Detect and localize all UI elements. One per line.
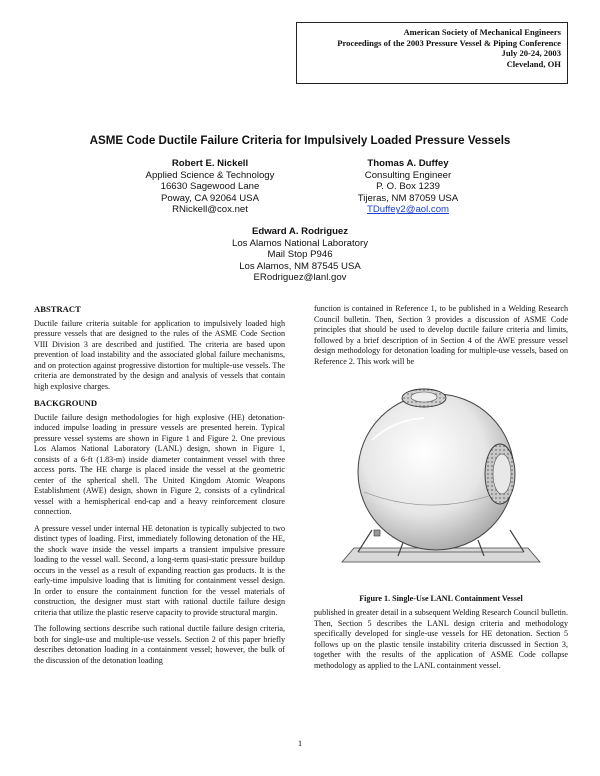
right-column-top	[314, 304, 568, 373]
abstract-paragraph: Ductile failure criteria suitable for application to impulsively loaded high pressure vessels that are designed to the rules of the ASME Code Section VIII Division 3 are described and justified. The criteria are based upon prevention of load instability and the associated global failure mechanisms, and on protection against progressive distortion for multiple-use vessels. The criteria are demonstrated by the design and analysis of vessels that contain high explosive charges.	[34, 318, 285, 391]
author-city: Poway, CA 92064 USA	[161, 192, 259, 204]
conference-society: American Society of Mechanical Engineers	[403, 27, 561, 37]
author-affiliation: Consulting Engineer	[364, 169, 452, 181]
background-paragraph-2: A pressure vessel under internal HE detonation is typically subjected to two distinct types of loading. First, immediately following detonation of the HE, the shock wave inside the vessel imparts a transient impulsive pressure loading to the vessel wall. Second, a long-term quasi-static pressure buildup occurs in the vessel as a result of expanding reaction gas products. It is the early-time impulsive loading that is limiting for containment vessel design. In order to ensure the containment function for the vessel materials of construction, the designer must start with rational ductile failure design criteria that utilize the plastic reserve capacity to provide structural margin.	[34, 523, 285, 617]
figure-1-image	[314, 380, 568, 570]
background-paragraph-3: The following sections describe such rational ductile failure design criteria, both for single-use and multiple-use vessels. Section 2 of this paper briefly describes detonation loading in a containment vessel; however, the bulk of the discussion of the detonation loading	[34, 624, 285, 665]
right-column-bottom	[314, 608, 568, 677]
author-address: 16630 Sagewood Lane	[160, 181, 260, 193]
figure-1-caption: Figure 1. Single-Use LANL Containment Vessel	[359, 594, 523, 603]
author-address: Mail Stop P946	[267, 249, 333, 261]
abstract-heading: ABSTRACT	[34, 304, 81, 314]
author-affiliation: Los Alamos National Laboratory	[232, 237, 368, 249]
author-nickell	[120, 158, 300, 216]
author-name: Edward A. Rodriguez	[251, 226, 349, 237]
conference-location: Cleveland, OH	[506, 58, 561, 69]
conference-info-box	[296, 22, 568, 84]
containment-vessel-illustration	[314, 380, 568, 570]
right-paragraph-2: published in greater detail in a subsequent Welding Research Council bulletin. Then, Section 5 describes the LANL design criteria and methodology specifically developed for single-use vessels for HE detonation. Section 5 follows up on the plastic tensile instability criteria discussed in Section 3, together with the results of the application of ASME Code collapse methodology as applied to the LANL containment vessel.	[314, 608, 568, 670]
conference-dates: July 20-24, 2003	[501, 48, 561, 59]
author-duffey	[318, 158, 498, 216]
page-number: 1	[297, 738, 303, 748]
author-city: Los Alamos, NM 87545 USA	[239, 260, 361, 272]
left-column	[34, 304, 285, 672]
paper-title: ASME Code Ductile Failure Criteria for Impulsively Loaded Pressure Vessels	[89, 134, 511, 147]
right-paragraph-1: function is contained in Reference 1, to be published in a Welding Research Council bulletin. Then, Section 3 provides a discussion of ASME Code principles that should be used to develop ductile failure criteria and limits, followed by a brief description of in Section 4 of the AWE pressure vessel design methodology for detonation loading for multiple-use vessels, based on Reference 2. This work will be	[314, 304, 568, 366]
background-paragraph-1: Ductile failure design methodologies for high explosive (HE) detonation-induced impulse loading in pressure vessels are presented herein. Typical pressure vessel systems are shown in Figure 1 and Figure 2. One previous Los Alamos National Laboratory (LANL) design, shown in Figure 1, consists of a 6-ft (1.83-m) inside diameter containment vessel with three access ports. The HE charge is placed inside the vessel at the geometric center of the spherical shell. The United Kingdom Atomic Weapons Establishment (AWE) design, shown in Figure 2, consists of a cylindrical vessel with a hemispherical end-cap and a heavy reinforcement closure connection.	[34, 412, 285, 516]
author-name: Thomas A. Duffey	[367, 158, 449, 169]
author-email: RNickell@cox.net	[172, 204, 248, 216]
author-rodriguez	[200, 226, 400, 284]
author-address: P. O. Box 1239	[376, 181, 440, 193]
author-affiliation: Applied Science & Technology	[145, 169, 275, 181]
conference-proceedings: Proceedings of the 2003 Pressure Vessel & Piping Conference	[337, 37, 561, 48]
author-email-link[interactable]: TDuffey2@aol.com	[366, 204, 450, 216]
author-email: ERodriguez@lanl.gov	[253, 272, 347, 284]
author-name: Robert E. Nickell	[171, 158, 249, 169]
background-heading: BACKGROUND	[34, 398, 98, 408]
author-city: Tijeras, NM 87059 USA	[357, 192, 459, 204]
